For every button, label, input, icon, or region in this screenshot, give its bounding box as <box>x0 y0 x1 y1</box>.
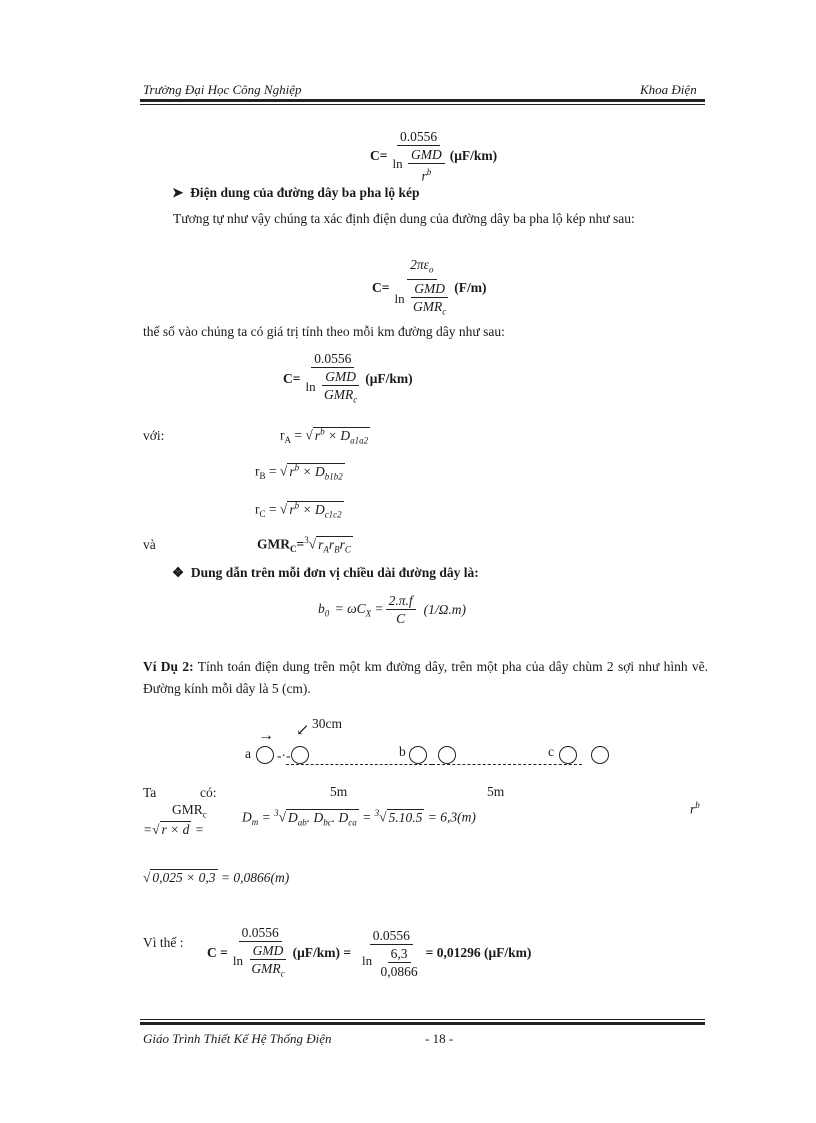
header-rule-thin <box>140 104 705 105</box>
formula1-r-sup: b <box>426 167 432 177</box>
final-gmr-sub: c <box>280 968 285 979</box>
example-label: Ví Dụ 2: <box>143 659 194 674</box>
dm-rad2: 5.10.5 <box>388 809 423 825</box>
formula1-gmd: GMD <box>408 146 445 164</box>
gmr-c-label <box>172 802 207 820</box>
formula3-ln: ln <box>305 379 316 395</box>
formula-gmr: $GMR_C=^3√$ $r_Ar_Br_C$ <box>257 535 351 555</box>
formula3-lhs: C= <box>283 371 301 387</box>
dimension-line-ab <box>286 764 432 765</box>
formula2-gmr: GMR <box>412 298 443 314</box>
formula1-ln: ln <box>392 156 403 172</box>
formula4-numerator: 2.π.f <box>386 592 416 610</box>
final-ln: ln <box>232 953 243 969</box>
final-numerator: 0.0556 <box>239 924 282 942</box>
diagram-label-b: b <box>399 744 406 759</box>
dm-eq2: = <box>362 809 372 825</box>
rA-lhs: r <box>280 427 285 443</box>
formula1-numerator: 0.0556 <box>397 128 440 146</box>
gmr-r1: A <box>323 544 329 555</box>
section2-title-text: Dung dẫn trên mỗi đơn vị chiều dài đường dây là: <box>190 565 479 580</box>
formula2-numerator: 2πε <box>410 257 429 272</box>
formula4-lhs: b <box>318 600 325 616</box>
dm-index: 3 <box>274 808 279 818</box>
conductor-b1 <box>409 746 427 764</box>
final-label: Vì thế : <box>143 935 184 950</box>
ta-label: Ta <box>143 785 157 800</box>
formula3-gmr-sub: c <box>353 394 358 405</box>
formula2-ln: ln <box>394 291 405 307</box>
diamond-bullet-icon: ❖ <box>172 565 191 580</box>
paragraph-intro: Tương tự như vậy chúng ta xác định điện dung của đường dây ba pha lộ kép như sau: <box>173 211 635 226</box>
formula-rB: $r_B$ = √ $r^b \times D_{b1b2}$ <box>255 462 343 482</box>
gmr-sqrt-inner: r × d <box>161 822 190 837</box>
formula4-eq-sub: X <box>365 608 372 619</box>
formula2-unit: (F/m) <box>454 280 487 296</box>
formula-rA: $r_A$ = √ $r^b \times D_{a1a2}$ <box>280 426 369 446</box>
formula2-gmd: GMD <box>411 280 448 298</box>
rC-eq: = <box>268 501 277 517</box>
example-paragraph <box>143 656 708 700</box>
final-lhs: C = <box>207 945 228 961</box>
dm-rad: D <box>288 809 298 825</box>
formula1-unit: (μF/km) <box>449 148 498 164</box>
formula1-lhs: C= <box>370 148 388 164</box>
formula1-r: r <box>421 168 427 184</box>
header-school: Trường Đại Học Công Nghiệp <box>143 82 302 97</box>
calc-result: = 0,0866(m) <box>220 870 290 885</box>
formula3-unit: (μF/km) <box>365 371 413 387</box>
rB-inner-sup: b <box>294 462 300 472</box>
rA-times: × D <box>327 427 351 443</box>
gmr-rad: r <box>318 536 324 552</box>
formula3-gmr: GMR <box>323 387 354 402</box>
formula-gmr-sqrt: =√ r × d = <box>143 822 204 837</box>
arrow-right-icon: → <box>258 727 274 744</box>
rB-sub: b1b2 <box>324 471 343 482</box>
conductor-b2 <box>438 746 456 764</box>
rA-lhs-sub: A <box>284 435 291 446</box>
diagram-label-c: c <box>548 744 554 759</box>
formula4-unit: (1/Ω.m) <box>423 601 467 617</box>
page-number: - 18 - <box>425 1031 454 1046</box>
formula-gmr-calc: √ 0,025 × 0,3 = 0,0866(m) <box>143 870 290 885</box>
diagram-rb-text: r <box>690 801 696 817</box>
footer-rule <box>140 1022 705 1025</box>
conductor-c2 <box>591 746 609 764</box>
with-label: với: <box>143 428 165 443</box>
dm-result: = 6,3(m) <box>427 809 476 825</box>
paragraph-substitute: thế số vào chúng ta có giá trị tính theo mỗi km đường dây như sau: <box>143 324 505 339</box>
formula-susceptance <box>318 592 466 627</box>
formula-rC: $r_C$ = √ $r^b \times D_{c1c2}$ <box>255 500 342 520</box>
diagram-dist-bc: 5m <box>487 784 505 799</box>
final-gmd: GMD <box>250 942 287 960</box>
arrow-left-icon: ↙ <box>296 722 310 739</box>
diagram-label-a: a <box>245 746 251 761</box>
final-gmr: GMR <box>251 961 281 976</box>
gmr-r3: C <box>344 544 351 555</box>
co-label: có: <box>200 785 217 800</box>
rC-inner-sup: b <box>294 500 300 510</box>
diagram-rb-sup: b <box>695 800 700 810</box>
formula2-gmr-sub: c <box>442 306 447 317</box>
rC-sub: c1c2 <box>324 509 342 520</box>
rB-lhs-sub: B <box>259 471 266 482</box>
dm-lhs-sub: m <box>251 817 259 828</box>
dm-s2: bc <box>323 817 332 828</box>
gmr-sqrt-eq2: = <box>194 822 204 837</box>
formula-dm: $D_m = ^3√$ $D_{ab}$. $D_{bc}$. $D_{ca} = ^3√$ 5.10.5 = 6,3(m) <box>242 808 476 828</box>
formula4-lhs-sub: 0 <box>324 608 330 619</box>
rA-inner: r <box>314 427 321 443</box>
section1-title-text: Điện dung của đường dây ba pha lộ kép <box>190 185 420 200</box>
diagram-spacing-label: 30cm <box>312 716 342 731</box>
formula-capacitance-single <box>370 128 497 185</box>
example-text: Tính toán điện dung trên một km đường dây, trên một pha của dây chùm 2 sợi như hình vẽ. Đường kính mỗi dây là 5 (cm). <box>143 659 708 696</box>
formula4-eq2: = <box>374 600 384 616</box>
final-ln2: ln <box>362 953 373 969</box>
rB-lhs: r <box>255 463 260 479</box>
formula4-denominator: C <box>396 611 406 626</box>
conductor-a2 <box>291 746 309 764</box>
rC-lhs-sub: C <box>259 509 266 520</box>
dm-mid: . D <box>306 809 324 825</box>
gmr-index: 3 <box>304 535 309 545</box>
dm-s3: ca <box>348 817 357 828</box>
rB-eq: = <box>268 463 277 479</box>
rB-times: × D <box>302 463 325 479</box>
header-rule <box>140 99 705 102</box>
dm-index2: 3 <box>374 808 380 818</box>
conductor-c1 <box>559 746 577 764</box>
conductor-a1 <box>256 746 274 764</box>
formula-capacitance-fm <box>372 256 486 320</box>
section-title-susceptance <box>172 565 479 581</box>
gmr-lhs: GMR <box>257 536 290 552</box>
gmr-lhs-sub: C <box>290 544 297 555</box>
rB-inner: r <box>289 463 295 479</box>
section-title-double-circuit <box>172 185 419 201</box>
formula4-eq: = ωC <box>334 600 366 616</box>
dm-eq: = <box>261 809 271 825</box>
formula-final <box>207 924 531 983</box>
diagram-dist-ab: 5m <box>330 784 348 799</box>
final-gmr-value: 0,0866 <box>380 963 418 979</box>
formula2-num-sub: o <box>429 264 434 275</box>
gmr-eq: = <box>296 536 305 552</box>
dm-lhs: D <box>242 809 252 825</box>
gmr-c-sub: c <box>202 809 207 820</box>
formula-capacitance-km <box>283 350 413 409</box>
gmr-r2: B <box>334 544 340 555</box>
formula3-numerator: 0.0556 <box>311 350 354 368</box>
dm-mid2: . D <box>331 809 349 825</box>
rC-times: × D <box>302 501 325 517</box>
rC-inner: r <box>289 501 295 517</box>
footer-rule-thin <box>140 1019 705 1020</box>
dimension-line-bc <box>432 764 582 765</box>
final-dm-value: 6,3 <box>388 945 411 963</box>
header-department: Khoa Điện <box>640 82 697 97</box>
footer-book-title: Giáo Trình Thiết Kế Hệ Thống Điện <box>143 1031 332 1046</box>
rA-eq: = <box>294 427 302 443</box>
gmr-sqrt-eq: = <box>143 822 153 837</box>
dash-icon: -·- <box>277 748 291 763</box>
formula2-lhs: C= <box>372 280 390 296</box>
calc-sqrt: 0,025 × 0,3 <box>152 870 216 885</box>
final-numerator2: 0.0556 <box>370 927 413 945</box>
diagram-rb <box>690 800 700 818</box>
final-result: = 0,01296 (μF/km) <box>425 945 532 961</box>
rA-sub: a1a2 <box>350 435 369 446</box>
rC-lhs: r <box>255 501 260 517</box>
formula3-gmd: GMD <box>322 368 359 386</box>
rA-inner-sup: b <box>320 426 325 436</box>
arrow-bullet-icon: ➤ <box>172 185 191 200</box>
and-label: và <box>143 537 156 552</box>
gmr-c-text: GMR <box>172 802 203 817</box>
dm-s1: ab <box>297 817 307 828</box>
final-unit: (μF/km) = <box>292 945 352 961</box>
formula1-fraction <box>389 128 447 185</box>
